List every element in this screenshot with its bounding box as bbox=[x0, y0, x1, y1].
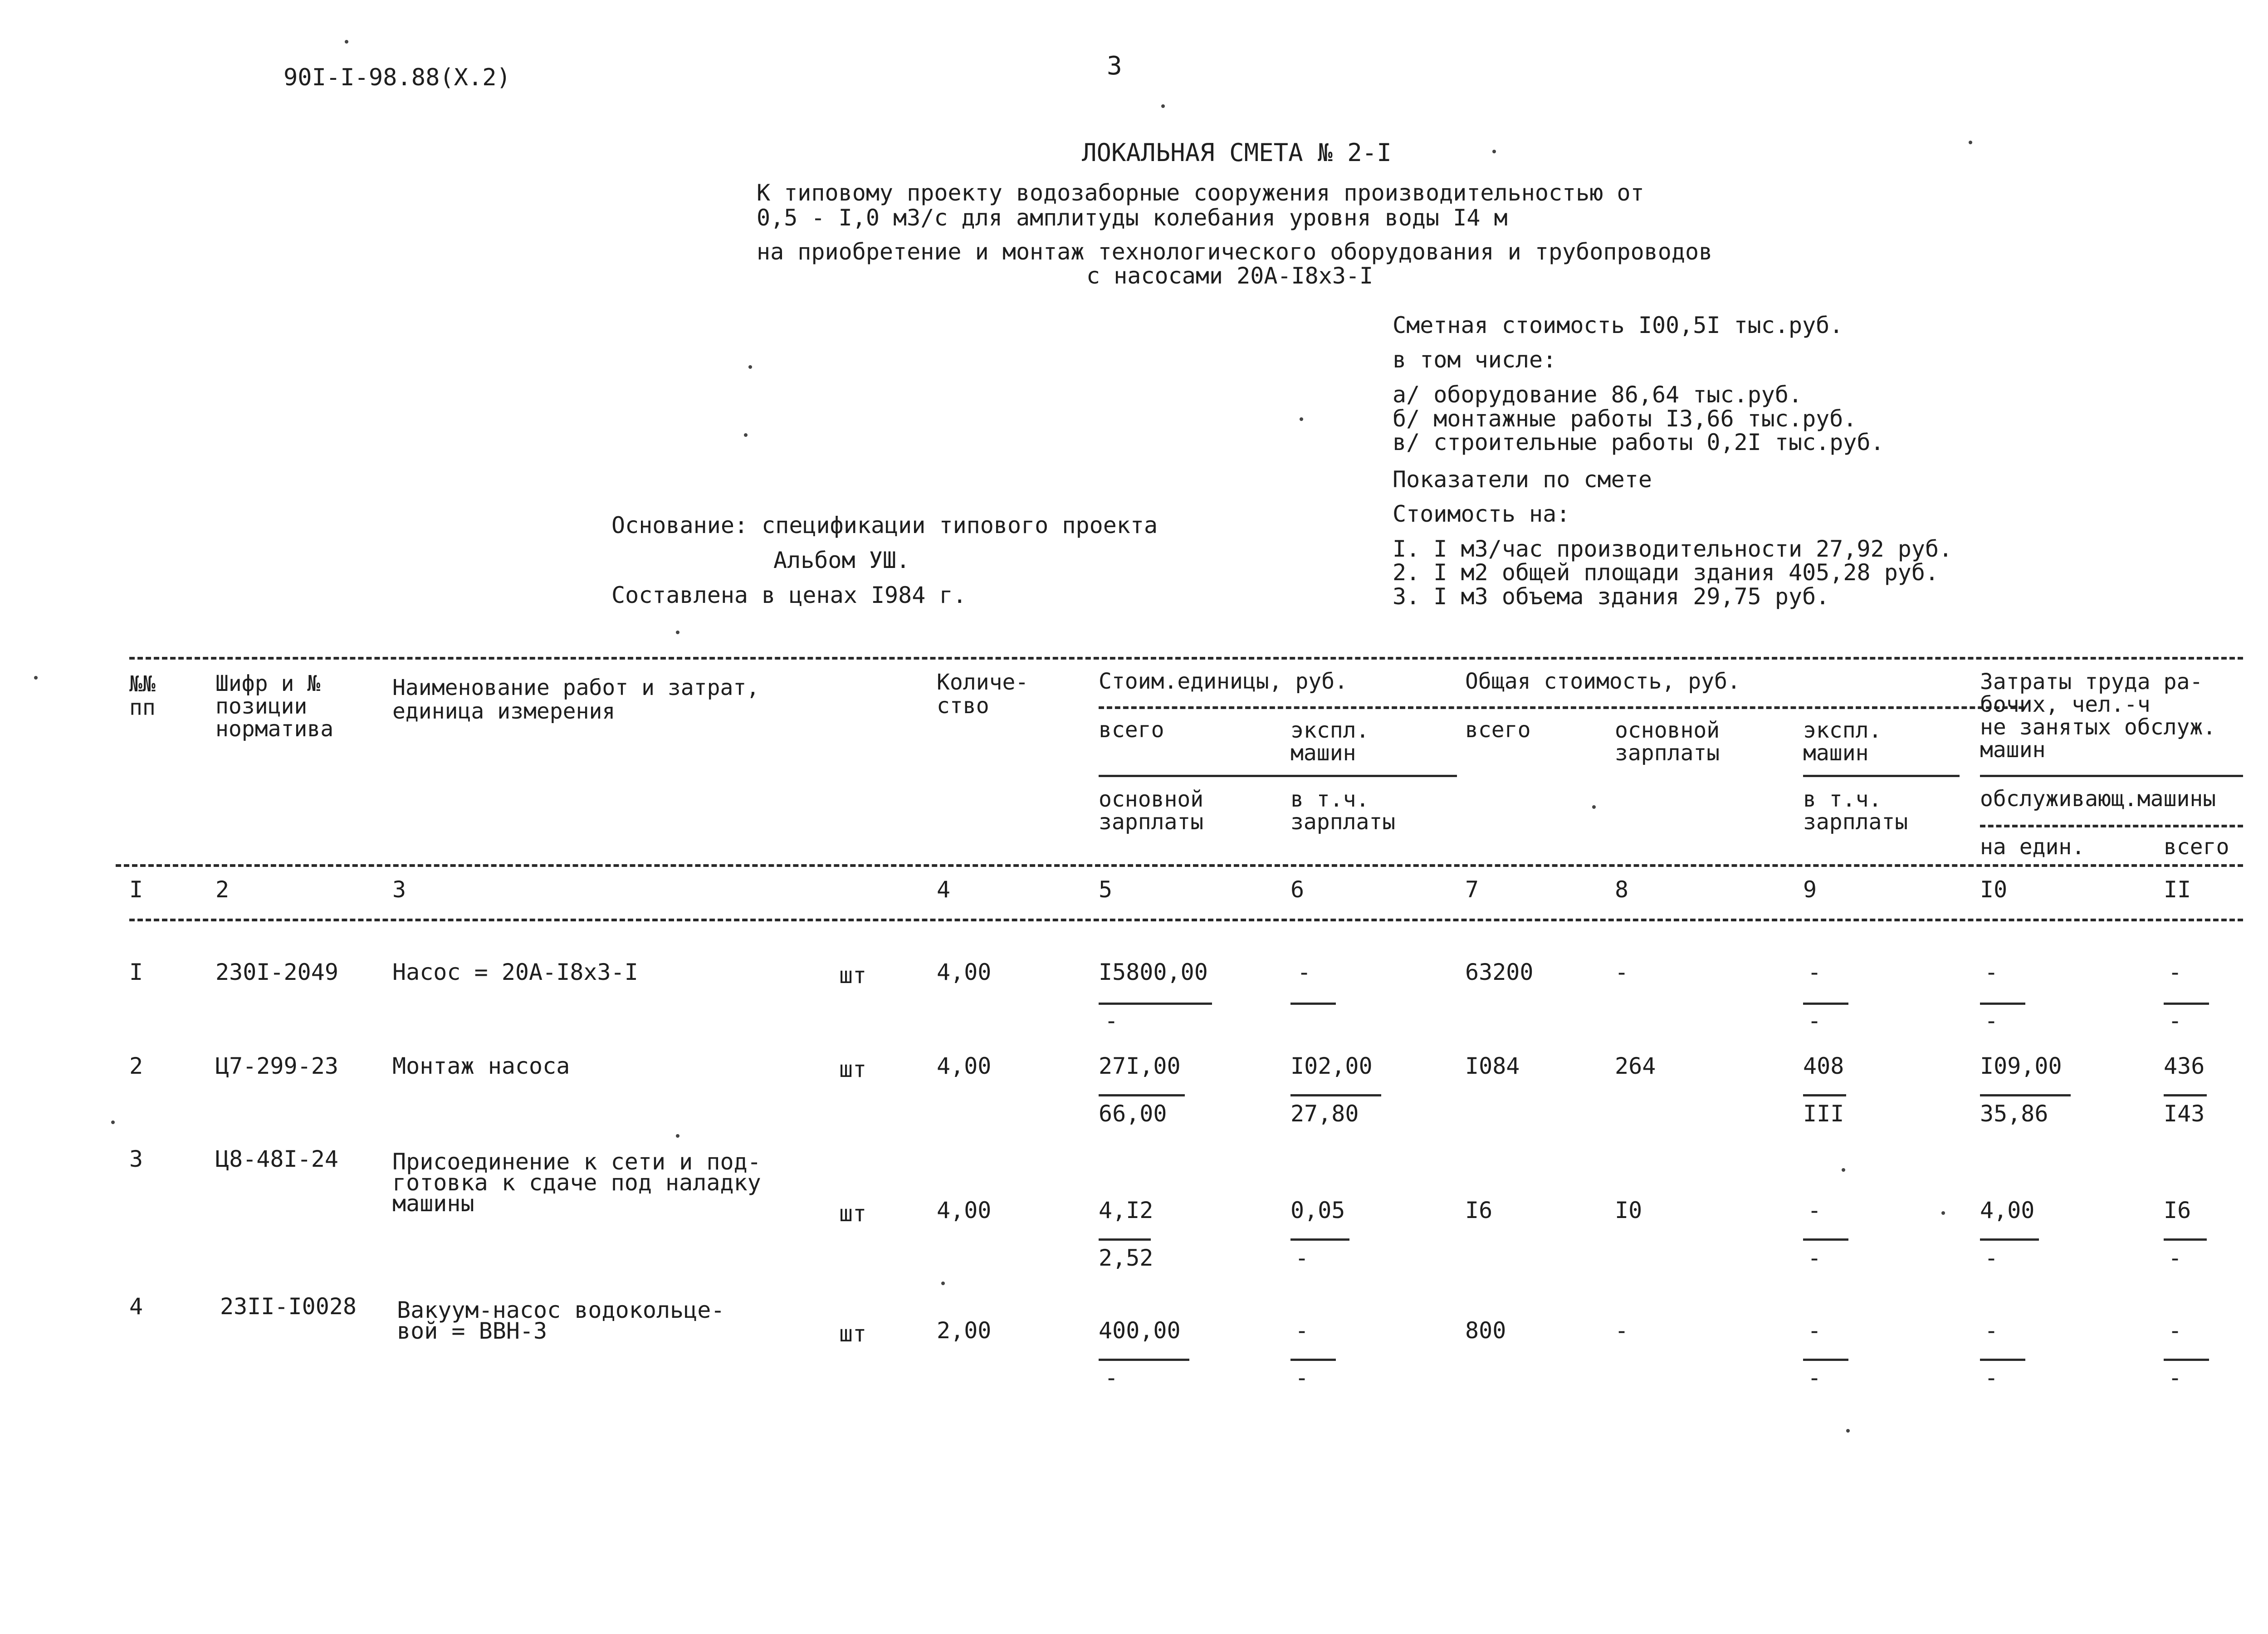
page-number: 3 bbox=[1107, 51, 1122, 81]
row-total-incl: - bbox=[1808, 1245, 1822, 1271]
speck bbox=[1300, 417, 1303, 421]
row-qty: 2,00 bbox=[937, 1317, 992, 1344]
header-code: Шифр и № позиции норматива bbox=[215, 671, 334, 742]
estimated-cost: Сметная стоимость I00,5I тыс.руб. bbox=[1393, 312, 1843, 338]
row-total-wages: - bbox=[1615, 1317, 1629, 1344]
row-total-machines: - bbox=[1808, 959, 1822, 985]
col-number: 4 bbox=[937, 876, 951, 903]
row-total-machines: 408 bbox=[1803, 1053, 1844, 1079]
row-total: 800 bbox=[1465, 1317, 1506, 1344]
subtitle-line-3: на приобретение и монтаж технологического оборудования и трубопроводов bbox=[757, 239, 1713, 265]
col-number: II bbox=[2164, 876, 2191, 903]
speck bbox=[1969, 141, 1972, 144]
row-unit-total: 400,00 bbox=[1099, 1317, 1181, 1344]
speck bbox=[1941, 1211, 1945, 1215]
document-code: 90I-I-98.88(X.2) bbox=[284, 64, 511, 91]
row-fraction-line bbox=[1980, 1003, 2025, 1005]
row-fraction-line bbox=[2164, 1238, 2207, 1241]
row-fraction-line bbox=[1099, 1003, 1212, 1005]
row-total-incl: III bbox=[1803, 1101, 1844, 1127]
header-total-cost: Общая стоимость, руб. bbox=[1465, 669, 1740, 694]
row-num: 2 bbox=[129, 1053, 143, 1079]
header-num: №№ пп bbox=[129, 671, 156, 720]
speck bbox=[676, 1134, 679, 1138]
row-unit-machines: I02,00 bbox=[1290, 1053, 1373, 1079]
row-unit-wages: - bbox=[1105, 1008, 1119, 1034]
row-fraction-line bbox=[2164, 1359, 2209, 1361]
basis-line-3: Составлена в ценах I984 г. bbox=[611, 582, 967, 608]
row-labor-unit: I09,00 bbox=[1980, 1053, 2062, 1079]
row-unit-wages: - bbox=[1105, 1365, 1119, 1391]
row-unit-incl: - bbox=[1295, 1245, 1309, 1271]
row-qty: 4,00 bbox=[937, 1053, 992, 1079]
row-unit-wages: 66,00 bbox=[1099, 1101, 1167, 1127]
row-name: Монтаж насоса bbox=[392, 1053, 570, 1079]
row-fraction-line bbox=[1980, 1359, 2025, 1361]
row-fraction-line bbox=[1803, 1238, 1848, 1241]
row-total: I6 bbox=[1465, 1197, 1493, 1223]
col-number: 7 bbox=[1465, 876, 1479, 903]
row-labor-total: 436 bbox=[2164, 1053, 2205, 1079]
header-qty: Количе- ство bbox=[937, 670, 1029, 719]
col-number: 3 bbox=[392, 876, 406, 903]
cost-installation: б/ монтажные работы I3,66 тыс.руб. bbox=[1393, 406, 1857, 432]
row-labor-unit: - bbox=[1984, 1317, 1999, 1344]
speck bbox=[111, 1120, 115, 1124]
indicator-3: 3. I м3 объема здания 29,75 руб. bbox=[1393, 583, 1830, 610]
row-unit-incl: - bbox=[1295, 1365, 1309, 1391]
speck bbox=[1161, 104, 1165, 108]
col-number: 9 bbox=[1803, 876, 1817, 903]
col-number: I bbox=[129, 876, 143, 903]
row-labor-total-bottom: - bbox=[2168, 1245, 2182, 1271]
row-code: 230I-2049 bbox=[215, 959, 338, 985]
row-unit-total: I5800,00 bbox=[1099, 959, 1208, 985]
speck bbox=[1846, 1429, 1850, 1433]
row-qty: 4,00 bbox=[937, 959, 992, 985]
row-fraction-line bbox=[2164, 1003, 2209, 1005]
row-labor-total-bottom: - bbox=[2168, 1008, 2182, 1034]
row-labor-total-bottom: I43 bbox=[2164, 1101, 2205, 1127]
row-unit: шт bbox=[839, 1200, 867, 1227]
speck bbox=[748, 365, 752, 369]
row-labor-total: - bbox=[2168, 959, 2182, 985]
header-labor-total: всего bbox=[2164, 834, 2229, 860]
header-labor-unit: на един. bbox=[1980, 834, 2085, 860]
header-unit-cost: Стоим.единицы, руб. bbox=[1099, 669, 1348, 694]
row-code: 23II-I0028 bbox=[220, 1293, 357, 1320]
row-total-machines: - bbox=[1808, 1317, 1822, 1344]
row-fraction-line bbox=[1803, 1003, 1848, 1005]
header-unit-wages: основной зарплаты bbox=[1099, 787, 1204, 835]
row-fraction-line bbox=[1099, 1094, 1185, 1096]
unit-cost-divider bbox=[1099, 775, 1457, 777]
row-labor-total: I6 bbox=[2164, 1197, 2191, 1223]
subtitle-line-2: 0,5 - I,0 м3/с для амплитуды колебания уровня воды I4 м bbox=[757, 205, 1508, 231]
row-name: Присоединение к сети и под- готовка к сдаче под наладку машины bbox=[392, 1149, 761, 1217]
row-qty: 4,00 bbox=[937, 1197, 992, 1223]
row-fraction-line bbox=[1803, 1359, 1848, 1361]
indicator-2: 2. I м2 общей площади здания 405,28 руб. bbox=[1393, 559, 1939, 586]
row-fraction-line bbox=[1803, 1094, 1846, 1096]
speck bbox=[1492, 150, 1496, 153]
header-total-wages: основной зарплаты bbox=[1615, 718, 1720, 766]
row-fraction-line bbox=[1290, 1094, 1381, 1096]
row-labor-unit: 4,00 bbox=[1980, 1197, 2035, 1223]
cost-group-rule bbox=[1099, 706, 2024, 709]
cost-equipment: а/ оборудование 86,64 тыс.руб. bbox=[1393, 382, 1803, 408]
column-numbers-rule bbox=[129, 919, 2243, 921]
speck bbox=[345, 40, 348, 44]
row-fraction-line bbox=[1099, 1359, 1189, 1361]
table-top-rule bbox=[129, 657, 2243, 660]
row-labor-unit-bottom: - bbox=[1984, 1245, 1999, 1271]
speck bbox=[34, 676, 38, 680]
col-number: 2 bbox=[215, 876, 230, 903]
row-unit-total: 27I,00 bbox=[1099, 1053, 1181, 1079]
cost-construction: в/ строительные работы 0,2I тыс.руб. bbox=[1393, 429, 1884, 455]
row-unit-wages: 2,52 bbox=[1099, 1245, 1154, 1271]
row-total-wages: - bbox=[1615, 959, 1629, 985]
row-name: Насос = 20А-I8х3-I bbox=[392, 959, 638, 985]
row-labor-unit-bottom: 35,86 bbox=[1980, 1101, 2048, 1127]
row-unit: шт bbox=[839, 1056, 867, 1082]
row-num: I bbox=[129, 959, 143, 985]
machines-divider bbox=[1803, 775, 1960, 777]
row-total-machines: - bbox=[1808, 1197, 1822, 1223]
speck bbox=[1842, 1168, 1845, 1172]
header-unit-incl: в т.ч. зарплаты bbox=[1290, 787, 1396, 835]
cost-per-heading: Стоимость на: bbox=[1393, 501, 1570, 527]
row-code: Ц7-299-23 bbox=[215, 1053, 338, 1079]
subtitle-line-1: К типовому проекту водозаборные сооружения производительностью от bbox=[757, 180, 1644, 206]
speck bbox=[744, 433, 748, 437]
row-total-incl: - bbox=[1808, 1008, 1822, 1034]
indicator-1: I. I м3/час производительности 27,92 руб. bbox=[1393, 536, 1953, 562]
row-fraction-line bbox=[1980, 1094, 2071, 1096]
row-fraction-line bbox=[1290, 1003, 1336, 1005]
header-unit-total: всего bbox=[1099, 717, 1164, 743]
header-total-incl: в т.ч. зарплаты bbox=[1803, 787, 1908, 835]
row-code: Ц8-48I-24 bbox=[215, 1146, 338, 1172]
row-total-wages: I0 bbox=[1615, 1197, 1642, 1223]
row-unit-machines: - bbox=[1295, 1317, 1309, 1344]
speck bbox=[1592, 805, 1596, 809]
document-title: ЛОКАЛЬНАЯ СМЕТА № 2-I bbox=[1082, 138, 1392, 167]
row-total: 63200 bbox=[1465, 959, 1534, 985]
row-name: Вакуум-насос водокольце- вой = ВВН-3 bbox=[397, 1297, 725, 1344]
row-num: 4 bbox=[129, 1293, 143, 1320]
row-unit-incl: 27,80 bbox=[1290, 1101, 1359, 1127]
cost-including: в том числе: bbox=[1393, 347, 1557, 373]
header-labor: Затраты труда ра- бочих, чел.-ч не занятых обслуж. машин bbox=[1980, 669, 2216, 763]
row-labor-total-bottom: - bbox=[2168, 1365, 2182, 1391]
row-total: I084 bbox=[1465, 1053, 1520, 1079]
header-unit-machines: экспл. машин bbox=[1290, 718, 1369, 766]
labor-divider-1 bbox=[1980, 775, 2243, 777]
row-total-incl: - bbox=[1808, 1365, 1822, 1391]
row-fraction-line bbox=[1290, 1359, 1336, 1361]
col-number: 5 bbox=[1099, 876, 1113, 903]
row-labor-total: - bbox=[2168, 1317, 2182, 1344]
row-fraction-line bbox=[2164, 1094, 2207, 1096]
row-unit-machines: 0,05 bbox=[1290, 1197, 1345, 1223]
speck bbox=[941, 1282, 945, 1285]
row-labor-unit-bottom: - bbox=[1984, 1365, 1999, 1391]
row-fraction-line bbox=[1099, 1238, 1151, 1241]
row-labor-unit-bottom: - bbox=[1984, 1008, 1999, 1034]
indicators-heading: Показатели по смете bbox=[1393, 466, 1652, 493]
row-fraction-line bbox=[1980, 1238, 2039, 1241]
row-fraction-line bbox=[1290, 1238, 1349, 1241]
col-number: I0 bbox=[1980, 876, 2008, 903]
basis-line-2: Альбом УШ. bbox=[773, 547, 910, 573]
row-unit-machines: - bbox=[1297, 959, 1311, 985]
row-unit-total: 4,I2 bbox=[1099, 1197, 1154, 1223]
header-bottom-rule bbox=[116, 864, 2243, 867]
col-number: 8 bbox=[1615, 876, 1629, 903]
col-number: 6 bbox=[1290, 876, 1305, 903]
labor-divider-2 bbox=[1980, 825, 2243, 827]
header-total-all: всего bbox=[1465, 717, 1531, 743]
row-num: 3 bbox=[129, 1146, 143, 1172]
row-unit: шт bbox=[839, 962, 867, 988]
basis-line-1: Основание: спецификации типового проекта bbox=[611, 512, 1158, 538]
speck bbox=[676, 631, 679, 634]
header-labor-serv: обслуживающ.машины bbox=[1980, 786, 2216, 812]
row-total-wages: 264 bbox=[1615, 1053, 1656, 1079]
subtitle-line-4: с насосами 20А-I8х3-I bbox=[1086, 263, 1374, 289]
header-name: Наименование работ и затрат, единица измерения bbox=[392, 675, 760, 724]
header-total-machines: экспл. машин bbox=[1803, 718, 1882, 766]
row-unit: шт bbox=[839, 1321, 867, 1347]
row-labor-unit: - bbox=[1984, 959, 1999, 985]
